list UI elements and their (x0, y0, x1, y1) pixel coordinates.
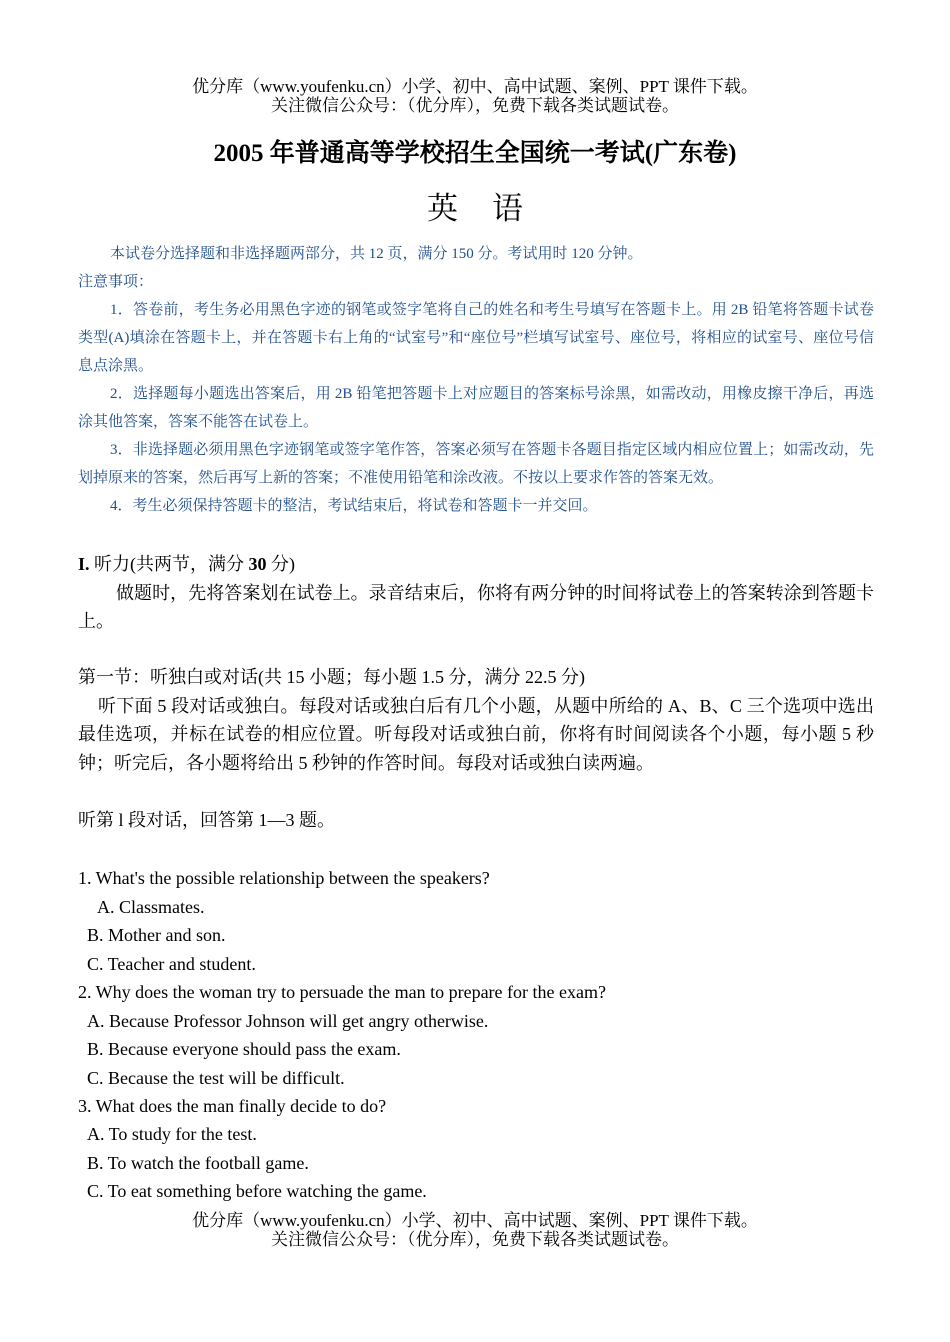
question-stem: 3. What does the man finally decide to do? (78, 1096, 387, 1116)
exam-intro: 本试卷分选择题和非选择题两部分，共 12 页，满分 150 分。考试用时 120 分钟。 (110, 246, 643, 262)
part-heading: 第一节：听独白或对话(共 15 小题；每小题 1.5 分，满分 22.5 分) (78, 667, 585, 687)
exam-title: 2005 年普通高等学校招生全国统一考试(广东卷) (213, 140, 737, 167)
section-instruction: 做题时，先将答案划在试卷上。录音结束后，你将有两分钟的时间将试卷上的答案转涂到答题卡上。 (78, 582, 874, 632)
question-option: C. Because the test will be difficult. (87, 1068, 345, 1088)
question-option: C. Teacher and student. (87, 954, 256, 974)
notice-item: 3．非选择题必须用黑色字迹钢笔或签字笔作答，答案必须写在答题卡各题目指定区域内相应位置上；如需改动，先划掉原来的答案，然后再写上新的答案；不准使用铅笔和涂改液。不按以上要求作答的答案无效。 (78, 442, 874, 486)
section-heading-b: 共两节，满分 (136, 554, 249, 574)
notice-item: 2．选择题每小题选出答案后，用 2B 铅笔把答题卡上对应题目的答案标号涂黑，如需改动，用橡皮擦干净后，再选涂其他答案，答案不能答在试卷上。 (78, 386, 874, 430)
section-heading-c: 分) (266, 554, 296, 574)
question-option: A. Classmates. (97, 897, 205, 917)
section-heading-a: 听力( (89, 554, 137, 574)
footer-line-1: 优分库（www.youfenku.cn）小学、初中、高中试题、案例、PPT 课件下载。 (192, 1211, 758, 1230)
part-instruction: 听下面 5 段对话或独白。每段对话或独白后有几个小题，从题中所给的 A、B、C 三个选项中选出最佳选项，并标在试卷的相应位置。听每段对话或独白前，你将有时间阅读各个小题，每小题 5 秒钟；听完后，各小题将给出 5 秒钟的作答时间。每段对话或独白读两遍。 (78, 695, 874, 773)
question-stem: 1. What's the possible relationship between the speakers? (78, 868, 490, 888)
part-one (78, 663, 874, 777)
page-header (0, 77, 950, 115)
notice-item: 4．考生必须保持答题卡的整洁，考试结束后，将试卷和答题卡一并交回。 (110, 498, 598, 514)
exam-instructions (78, 240, 874, 520)
question-option: B. Because everyone should pass the exam. (87, 1039, 401, 1059)
notice-item: 1．答卷前，考生务必用黑色字迹的钢笔或签字笔将自己的姓名和考生号填写在答题卡上。用 2B 铅笔将答题卡试卷类型(A)填涂在答题卡上，并在答题卡右上角的“试室号”和“座位号”栏填写试室号、座位号，将相应的试室号、座位号信息点涂黑。 (78, 302, 874, 374)
section-score: 30 (248, 554, 267, 574)
question-option: B. To watch the football game. (87, 1153, 309, 1173)
section-heading (78, 550, 874, 579)
dialogue-intro-text: 听第 l 段对话，回答第 1—3 题。 (78, 810, 335, 830)
footer-line-2: 关注微信公众号：（优分库），免费下载各类试题试卷。 (271, 1230, 679, 1249)
header-line-1: 优分库（www.youfenku.cn）小学、初中、高中试题、案例、PPT 课件下载。 (192, 77, 758, 96)
question-option: C. To eat something before watching the game. (87, 1181, 427, 1201)
notice-title: 注意事项： (78, 274, 154, 290)
dialogue-intro (78, 806, 874, 835)
question-stem: 2. Why does the woman try to persuade the man to prepare for the exam? (78, 982, 606, 1002)
page-footer (0, 1211, 950, 1249)
section-listening (78, 550, 874, 636)
subject-title: 英语 (427, 191, 557, 226)
question-option: B. Mother and son. (87, 925, 226, 945)
header-line-2: 关注微信公众号：（优分库），免费下载各类试题试卷。 (271, 96, 679, 115)
question-option: A. Because Professor Johnson will get angry otherwise. (87, 1011, 489, 1031)
section-numeral: I. (78, 554, 90, 574)
question-option: A. To study for the test. (87, 1124, 257, 1144)
